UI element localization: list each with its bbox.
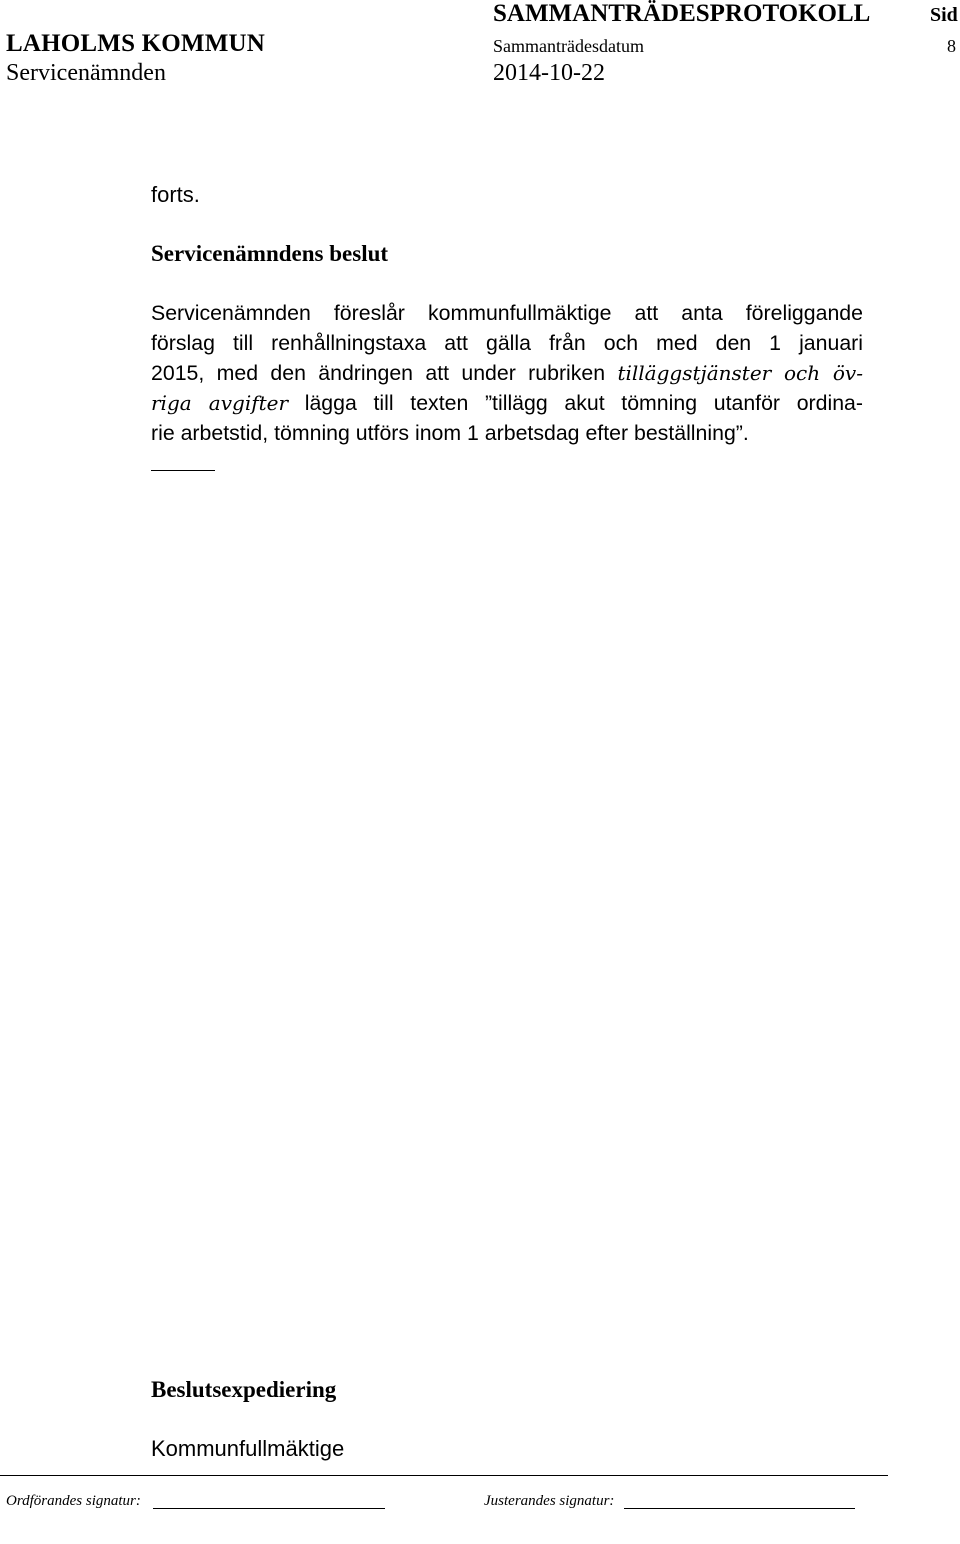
page-number: 8 <box>947 36 956 56</box>
meeting-date-value: 2014-10-22 <box>493 60 605 86</box>
decision-line-text: lägga till texten ”tillägg akut tömning utanför ordina- <box>288 391 863 415</box>
decision-line-italic: riga avgifter <box>151 391 289 415</box>
footer-divider <box>0 1475 888 1476</box>
page-label: Sid <box>930 4 958 26</box>
decision-line-italic: tilläggstjänster och öv- <box>617 361 863 385</box>
chair-signature-line <box>153 1508 385 1509</box>
continuation-marker: forts. <box>151 182 200 207</box>
document-type: SAMMANTRÄDESPROTOKOLL <box>493 0 871 27</box>
adjuster-signature-label: Justerandes signatur: <box>484 1493 615 1509</box>
decision-line <box>151 358 863 388</box>
adjuster-signature-line <box>624 1508 855 1509</box>
dispatch-heading: Beslutsexpediering <box>151 1377 337 1402</box>
organization-name: LAHOLMS KOMMUN <box>6 30 266 57</box>
meeting-date-label: Sammanträdesdatum <box>493 36 644 56</box>
decision-line: rie arbetstid, tömning utförs inom 1 arbetsdag efter beställning”. <box>151 421 749 445</box>
chair-signature-label: Ordförandes signatur: <box>6 1493 141 1509</box>
decision-line-text: 2015, med den ändringen att under rubriken <box>151 361 618 385</box>
dispatch-recipient: Kommunfullmäktige <box>151 1436 345 1461</box>
decision-paragraph <box>151 298 863 448</box>
section-end-rule <box>151 470 215 471</box>
decision-line: Servicenämnden föreslår kommunfullmäktige att anta föreliggande <box>151 301 863 325</box>
decision-heading: Servicenämndens beslut <box>151 241 389 266</box>
committee-name: Servicenämnden <box>6 60 166 86</box>
decision-line: förslag till renhållningstaxa att gälla från och med den 1 januari <box>151 331 863 355</box>
decision-line <box>151 388 863 418</box>
